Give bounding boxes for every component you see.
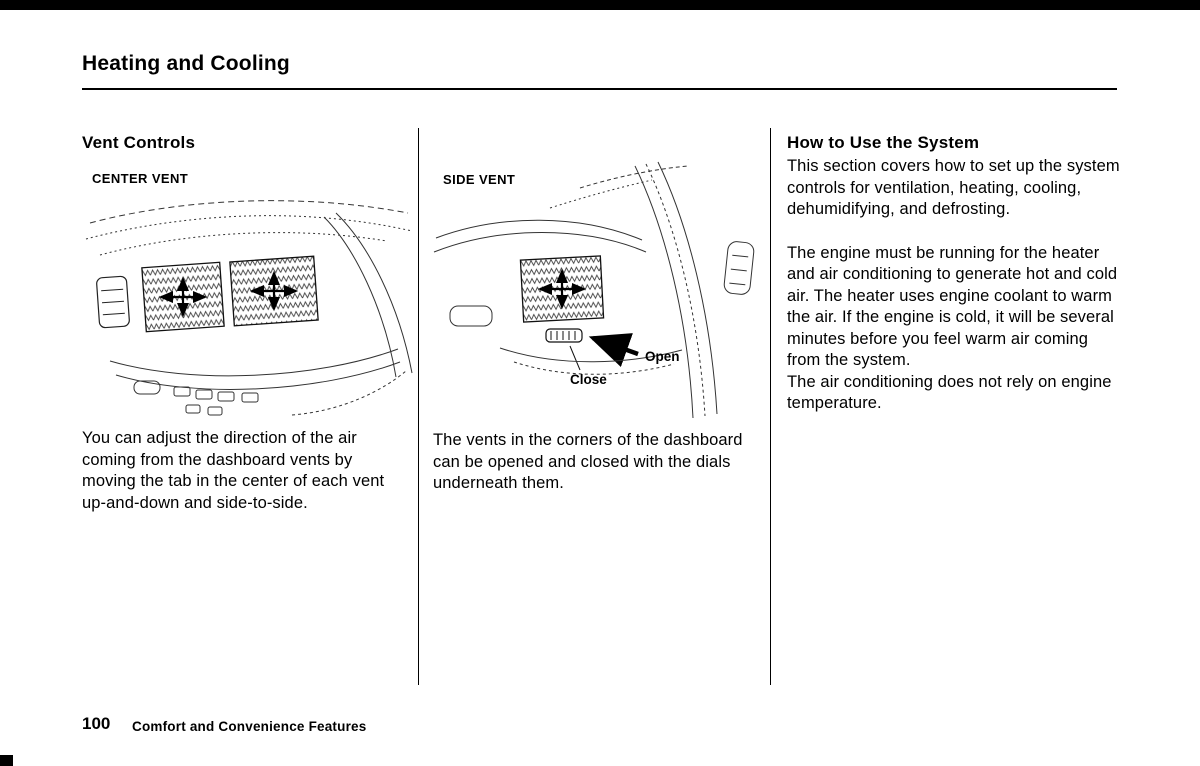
footer-section-label: Comfort and Convenience Features — [132, 719, 367, 734]
right-paragraph-3: The air conditioning does not rely on engine temperature. — [787, 372, 1112, 412]
top-edge-bar — [0, 0, 1200, 10]
right-column-body — [787, 156, 1120, 415]
middle-column-body: The vents in the corners of the dashboard can be opened and closed with the dials underneath them. — [433, 431, 743, 492]
figure-label-center-vent: CENTER VENT — [92, 171, 189, 186]
section-heading-how-to-use: How to Use the System — [787, 133, 980, 152]
page-title: Heating and Cooling — [82, 52, 290, 75]
column-divider-left — [418, 128, 419, 685]
bottom-edge-mark — [0, 755, 13, 766]
open-annotation: Open — [645, 349, 680, 364]
page-number: 100 — [82, 714, 111, 733]
title-rule — [82, 88, 1117, 90]
center-vent-drawing — [82, 185, 417, 425]
close-annotation: Close — [570, 372, 607, 387]
section-heading-vent-controls: Vent Controls — [82, 133, 196, 152]
right-paragraph-1: This section covers how to set up the system controls for ventilation, heating, cooling, dehumidifying, and defrosting. — [787, 157, 1120, 218]
side-vent-illustration — [430, 158, 762, 420]
center-vent-illustration — [82, 185, 417, 425]
open-arrow — [593, 338, 638, 354]
left-column-body: You can adjust the direction of the air coming from the dashboard vents by moving the tab in the center of each vent up-and-down and side-to-side. — [82, 429, 385, 512]
close-leader-line — [570, 346, 580, 370]
figure-label-side-vent: SIDE VENT — [443, 172, 516, 187]
right-paragraph-2: The engine must be running for the heater and air conditioning to generate hot and cold air. The heater uses engine coolant to warm the air. If the engine is cold, it will be several minutes before you feel warm air coming from the system. — [787, 243, 1118, 369]
vent-dial — [546, 329, 582, 342]
column-divider-right — [770, 128, 771, 685]
